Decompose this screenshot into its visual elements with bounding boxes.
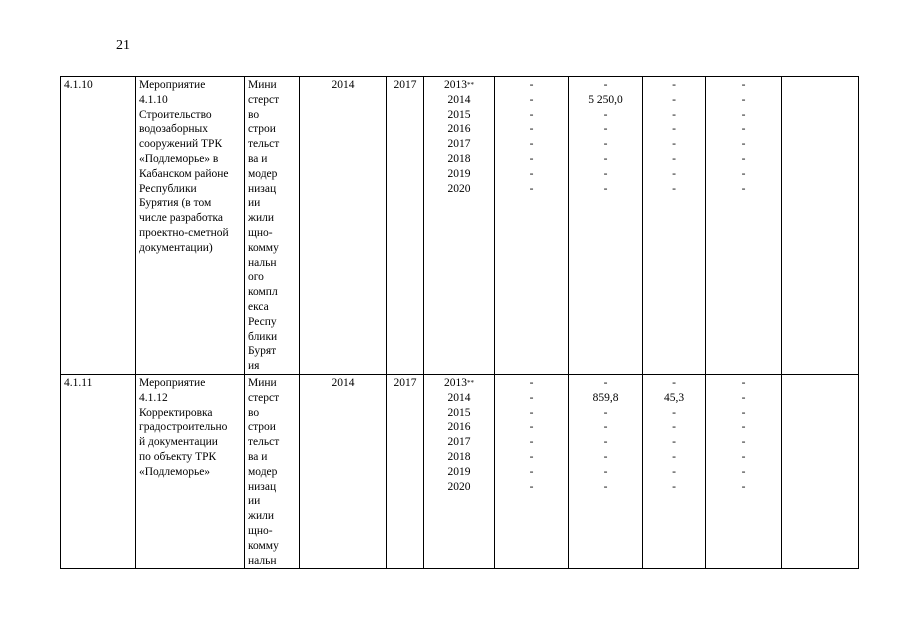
name-line: Строительство — [139, 108, 212, 121]
value-line: - — [603, 421, 608, 434]
org-line: стерст — [248, 93, 280, 106]
value-line: - — [741, 436, 746, 449]
value-line: - — [529, 436, 534, 449]
year-value: 2020 — [447, 182, 471, 195]
value-line: - — [672, 480, 676, 493]
value-line: - — [603, 108, 608, 121]
org-line: нальн — [248, 554, 277, 567]
name-cell — [136, 374, 245, 568]
value-col-2-cell — [569, 374, 643, 568]
org-line: строи — [248, 123, 276, 136]
value-line: - — [741, 376, 746, 389]
value-line: - — [672, 182, 676, 195]
year-line — [427, 122, 491, 137]
org-line: Респу — [248, 315, 277, 328]
org-line: компл — [248, 286, 278, 299]
table-row — [61, 374, 859, 568]
value-line: - — [529, 182, 534, 195]
value-line: - — [529, 391, 534, 404]
value-line: - — [672, 421, 676, 434]
org-line: комму — [248, 539, 279, 552]
name-line: й документации — [139, 436, 218, 449]
value-line: - — [529, 167, 534, 180]
name-line: «Подлеморье» в — [139, 152, 219, 165]
org-line: жили — [248, 510, 274, 523]
year-line — [427, 480, 491, 495]
org-line: ии — [248, 197, 261, 210]
year-value: 2016 — [447, 123, 471, 136]
value-line: - — [741, 421, 746, 434]
year-line — [427, 420, 491, 435]
year-line — [427, 450, 491, 465]
name-line: числе разработка — [139, 212, 224, 225]
org-line: тельст — [248, 436, 280, 449]
org-line: стерст — [248, 391, 280, 404]
value-line: - — [603, 406, 608, 419]
year-value: 2019 — [447, 465, 471, 478]
value-col-2-cell — [569, 77, 643, 375]
name-line: Мероприятие — [139, 376, 206, 389]
start-year-cell: 2014 — [300, 77, 387, 375]
org-line: щно- — [248, 524, 273, 537]
value-line: - — [529, 421, 534, 434]
org-line: Мини — [248, 79, 277, 91]
year-value: 2013 — [444, 79, 467, 91]
value-line: - — [741, 138, 746, 151]
year-line — [427, 391, 491, 406]
value-line: - — [529, 406, 534, 419]
value-line: - — [741, 123, 746, 136]
name-line: по объекту ТРК — [139, 450, 217, 463]
org-line: ия — [248, 360, 260, 373]
value-line: - — [529, 376, 534, 389]
value-col-4-cell — [706, 77, 782, 375]
year-value: 2016 — [447, 421, 471, 434]
year-line — [427, 435, 491, 450]
value-line: - — [741, 406, 746, 419]
org-line: ва и — [248, 152, 268, 165]
start-year-cell: 2014 — [300, 374, 387, 568]
org-line: ва и — [248, 450, 268, 463]
value-line: - — [603, 450, 608, 463]
value-line: - — [672, 436, 676, 449]
value-line: - — [672, 138, 676, 151]
value-line: - — [741, 450, 746, 463]
org-line: ии — [248, 495, 261, 508]
name-line: Республики — [139, 182, 197, 195]
value-line: - — [603, 480, 608, 493]
name-line: Бурятия (в том — [139, 197, 212, 210]
table-row — [61, 77, 859, 375]
empty-cell — [782, 77, 859, 375]
value-line: 45,3 — [663, 391, 685, 404]
value-line: - — [603, 138, 608, 151]
value-line: - — [741, 152, 746, 165]
value-line: - — [603, 465, 608, 478]
value-line: - — [529, 79, 534, 91]
value-line: 859,8 — [592, 391, 619, 404]
name-line: 4.1.12 — [139, 391, 168, 404]
org-line: модер — [248, 167, 278, 180]
year-value: 2014 — [447, 391, 471, 404]
value-line: - — [672, 406, 676, 419]
name-line: «Подлеморье» — [139, 465, 211, 478]
value-line: - — [603, 152, 608, 165]
year-value: 2014 — [447, 93, 471, 106]
name-line: документации) — [139, 241, 213, 254]
years-cell — [424, 374, 495, 568]
end-year-cell: 2017 — [387, 374, 424, 568]
value-line: - — [741, 108, 746, 121]
value-line: - — [672, 123, 676, 136]
year-value: 2019 — [447, 167, 471, 180]
value-line: - — [672, 93, 676, 106]
value-line: - — [672, 450, 676, 463]
value-line: - — [741, 182, 746, 195]
year-line — [427, 93, 491, 108]
end-year-cell: 2017 — [387, 77, 424, 375]
value-line: - — [741, 93, 746, 106]
name-line: градостроительно — [139, 421, 228, 434]
org-line: модер — [248, 465, 278, 478]
year-value: 2015 — [447, 108, 471, 121]
value-line: - — [741, 167, 746, 180]
value-line: - — [672, 152, 676, 165]
year-line — [427, 108, 491, 123]
org-line: нальн — [248, 256, 277, 269]
org-line: Бурят — [248, 345, 277, 358]
year-value: 2018 — [447, 152, 471, 165]
year-line — [427, 137, 491, 152]
name-line: Кабанском районе — [139, 167, 229, 180]
value-col-1-cell — [495, 374, 569, 568]
code-cell: 4.1.10 — [61, 77, 136, 375]
value-line: - — [603, 182, 608, 195]
org-line: жили — [248, 212, 274, 225]
year-line — [427, 376, 491, 391]
value-line: - — [603, 79, 608, 91]
value-line: - — [529, 93, 534, 106]
name-line: Корректировка — [139, 406, 213, 419]
name-line: сооружений ТРК — [139, 138, 223, 151]
org-line: строи — [248, 421, 276, 434]
org-line: низац — [248, 480, 277, 493]
org-line: ого — [248, 271, 264, 284]
year-line — [427, 78, 491, 93]
org-line: екса — [248, 300, 269, 313]
year-line — [427, 152, 491, 167]
name-line: Мероприятие — [139, 79, 206, 91]
year-line — [427, 406, 491, 421]
value-line: - — [672, 376, 676, 389]
name-cell — [136, 77, 245, 375]
empty-cell — [782, 374, 859, 568]
name-line: 4.1.10 — [139, 93, 168, 106]
year-value: 2015 — [447, 406, 471, 419]
year-value: 2013 — [444, 376, 467, 389]
year-value: 2017 — [447, 436, 471, 449]
year-value: 2018 — [447, 450, 471, 463]
org-line: Мини — [248, 376, 277, 389]
program-table — [60, 76, 859, 569]
value-line: - — [603, 376, 608, 389]
value-line: - — [741, 480, 746, 493]
value-line: - — [672, 465, 676, 478]
value-line: - — [603, 436, 608, 449]
value-line: - — [529, 108, 534, 121]
org-line: щно- — [248, 226, 273, 239]
value-col-3-cell — [643, 77, 706, 375]
value-line: - — [529, 465, 534, 478]
year-line — [427, 465, 491, 480]
year-line — [427, 167, 491, 182]
value-line: - — [529, 450, 534, 463]
value-line: - — [529, 152, 534, 165]
value-line: - — [529, 138, 534, 151]
value-line: 5 250,0 — [588, 93, 623, 106]
value-line: - — [529, 480, 534, 493]
value-line: - — [603, 167, 608, 180]
name-line: проектно-сметной — [139, 226, 229, 239]
year-line — [427, 182, 491, 197]
value-col-3-cell — [643, 374, 706, 568]
value-col-4-cell — [706, 374, 782, 568]
footnote-mark: ** — [467, 378, 474, 387]
footnote-mark: ** — [467, 81, 474, 89]
org-line: во — [248, 108, 260, 121]
value-line: - — [529, 123, 534, 136]
org-line: комму — [248, 241, 279, 254]
value-line: - — [741, 465, 746, 478]
value-line: - — [672, 167, 676, 180]
value-col-1-cell — [495, 77, 569, 375]
value-line: - — [603, 123, 608, 136]
org-line: во — [248, 406, 260, 419]
value-line: - — [741, 79, 746, 91]
value-line: - — [672, 108, 676, 121]
org-cell — [245, 374, 300, 568]
year-value: 2017 — [447, 138, 471, 151]
value-line: - — [741, 391, 746, 404]
org-line: тельст — [248, 138, 280, 151]
org-line: блики — [248, 330, 278, 343]
years-cell — [424, 77, 495, 375]
name-line: водозаборных — [139, 123, 208, 136]
org-cell — [245, 77, 300, 375]
code-cell: 4.1.11 — [61, 374, 136, 568]
year-value: 2020 — [447, 480, 471, 493]
org-line: низац — [248, 182, 277, 195]
page-number: 21 — [116, 38, 130, 53]
value-line: - — [672, 79, 676, 91]
table-body — [61, 77, 859, 569]
